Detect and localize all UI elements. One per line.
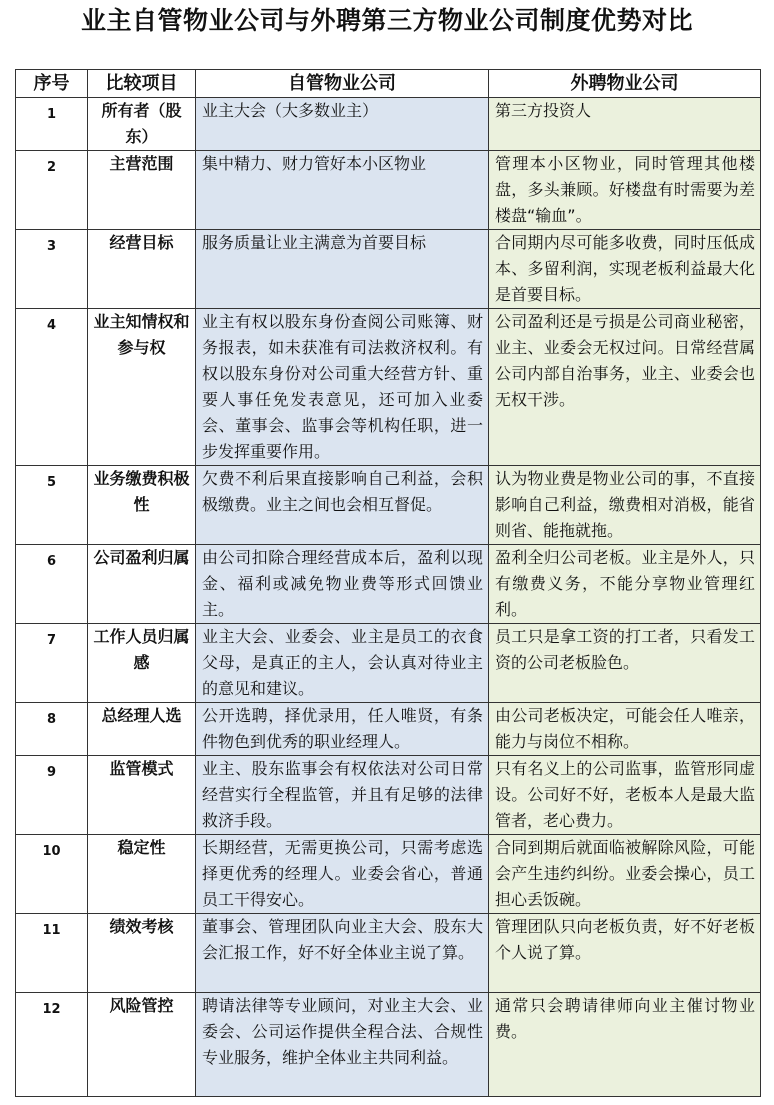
outsourced-cell: 合同期内尽可能多收费，同时压低成本、多留利润，实现老板利益最大化是首要目标。	[489, 230, 761, 309]
row-number: 6	[16, 545, 88, 624]
table-row	[16, 993, 761, 1097]
table-row	[16, 914, 761, 993]
page-title: 业主自管物业公司与外聘第三方物业公司制度优势对比	[80, 6, 693, 35]
header-item: 比较项目	[88, 70, 196, 98]
table-row	[16, 98, 761, 151]
outsourced-cell: 公司盈利还是亏损是公司商业秘密，业主、业委会无权过问。日常经营属公司内部自治事务，业主、业委会也无权干涉。	[489, 309, 761, 466]
outsourced-cell: 员工只是拿工资的打工者，只看发工资的公司老板脸色。	[489, 624, 761, 703]
header-number: 序号	[16, 70, 88, 98]
self-managed-cell: 由公司扣除合理经营成本后，盈利以现金、福利或减免物业费等形式回馈业主。	[196, 545, 489, 624]
self-managed-cell: 服务质量让业主满意为首要目标	[196, 230, 489, 309]
self-managed-cell: 长期经营，无需更换公司，只需考虑选择更优秀的经理人。业委会省心，普通员工干得安心。	[196, 835, 489, 914]
row-item: 绩效考核	[88, 914, 196, 993]
outsourced-cell: 合同到期后就面临被解除风险，可能会产生违约纠纷。业委会操心，员工担心丢饭碗。	[489, 835, 761, 914]
outsourced-cell: 由公司老板决定，可能会任人唯亲，能力与岗位不相称。	[489, 703, 761, 756]
row-item: 业务缴费积极性	[88, 466, 196, 545]
outsourced-cell: 盈利全归公司老板。业主是外人，只有缴费义务，不能分享物业管理红利。	[489, 545, 761, 624]
table-row	[16, 466, 761, 545]
row-item: 业主知情权和参与权	[88, 309, 196, 466]
self-managed-cell: 业主、股东监事会有权依法对公司日常经营实行全程监管，并且有足够的法律救济手段。	[196, 756, 489, 835]
row-number: 3	[16, 230, 88, 309]
row-item: 工作人员归属感	[88, 624, 196, 703]
outsourced-cell: 第三方投资人	[489, 98, 761, 151]
table-row	[16, 756, 761, 835]
row-number: 7	[16, 624, 88, 703]
outsourced-cell: 认为物业费是物业公司的事，不直接影响自己利益，缴费相对消极，能省则省、能拖就拖。	[489, 466, 761, 545]
row-item: 风险管控	[88, 993, 196, 1097]
header-self-managed: 自管物业公司	[196, 70, 489, 98]
row-number: 10	[16, 835, 88, 914]
outsourced-cell: 通常只会聘请律师向业主催讨物业费。	[489, 993, 761, 1097]
row-item: 总经理人选	[88, 703, 196, 756]
self-managed-cell: 公开选聘，择优录用，任人唯贤，有条件物色到优秀的职业经理人。	[196, 703, 489, 756]
row-number: 12	[16, 993, 88, 1097]
table-row	[16, 545, 761, 624]
table-row	[16, 151, 761, 230]
row-number: 1	[16, 98, 88, 151]
row-item: 经营目标	[88, 230, 196, 309]
row-item: 稳定性	[88, 835, 196, 914]
row-item: 监管模式	[88, 756, 196, 835]
self-managed-cell: 业主有权以股东身份查阅公司账簿、财务报表，如未获准有司法救济权利。有权以股东身份对公司重大经营方针、重要人事任免发表意见，还可加入业委会、董事会、监事会等机构任职，进一步发挥重要作用。	[196, 309, 489, 466]
outsourced-cell: 只有名义上的公司监事，监管形同虚设。公司好不好，老板本人是最大监管者，老心费力。	[489, 756, 761, 835]
outsourced-cell: 管理团队只向老板负责，好不好老板个人说了算。	[489, 914, 761, 993]
row-number: 9	[16, 756, 88, 835]
table-header-row	[16, 70, 761, 98]
table-row	[16, 624, 761, 703]
table-row	[16, 835, 761, 914]
row-number: 8	[16, 703, 88, 756]
self-managed-cell: 业主大会（大多数业主）	[196, 98, 489, 151]
row-item: 所有者（股东）	[88, 98, 196, 151]
table-row	[16, 309, 761, 466]
self-managed-cell: 集中精力、财力管好本小区物业	[196, 151, 489, 230]
row-number: 4	[16, 309, 88, 466]
row-number: 11	[16, 914, 88, 993]
row-number: 2	[16, 151, 88, 230]
self-managed-cell: 聘请法律等专业顾问，对业主大会、业委会、公司运作提供全程合法、合规性专业服务，维护全体业主共同利益。	[196, 993, 489, 1097]
self-managed-cell: 董事会、管理团队向业主大会、股东大会汇报工作，好不好全体业主说了算。	[196, 914, 489, 993]
self-managed-cell: 欠费不利后果直接影响自己利益，会积极缴费。业主之间也会相互督促。	[196, 466, 489, 545]
row-number: 5	[16, 466, 88, 545]
row-item: 主营范围	[88, 151, 196, 230]
outsourced-cell: 管理本小区物业，同时管理其他楼盘，多头兼顾。好楼盘有时需要为差楼盘“输血”。	[489, 151, 761, 230]
self-managed-cell: 业主大会、业委会、业主是员工的衣食父母，是真正的主人，会认真对待业主的意见和建议。	[196, 624, 489, 703]
row-item: 公司盈利归属	[88, 545, 196, 624]
comparison-table	[15, 69, 761, 1097]
table-row	[16, 230, 761, 309]
header-outsourced: 外聘物业公司	[489, 70, 761, 98]
table-row	[16, 703, 761, 756]
